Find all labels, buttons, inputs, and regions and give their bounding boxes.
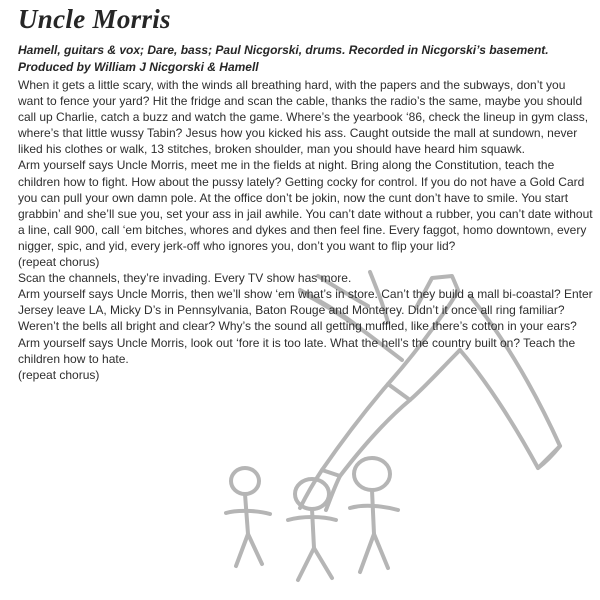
- song-lyrics: [18, 77, 593, 383]
- stick-figure: [288, 479, 336, 580]
- credits-line: Produced by William J Nicgorski & Hamell: [18, 60, 259, 74]
- lyrics-verse: When it gets a little scary, with the winds all breathing hard, with the papers and the subways, don’t you want to fence your yard? Hit the fridge and scan the cable, thanks the radio’s the same, maybe you should call up Charlie, catch a buzz and watch the game. Where’s the yearbook ‘86, check the lineup in gym class, where’s that little wussy Tabin? Jesus how you kicked his ass. Caught outside the mall at sundown, never liked his clothes or walk, 13 stitches, broken shoulder, man you should have heard him squawk.: [18, 78, 589, 157]
- lyrics-verse: Arm yourself says Uncle Morris, then we’ll show ‘em what’s in store. Can’t they build a mall bi-coastal? Enter Jersey leave LA, Micky D’s in Pennsylvania, Baton Rouge and Monterey. Didn’t it once all ring familiar? Weren’t the bells all bright and clear? Why’s the sound all getting muffled, like there’s cotton in your ears? Arm yourself says Uncle Morris, look out ‘fore it is too late. What the hell’s the country built on? Teach the children how to hate.: [18, 287, 593, 366]
- stick-figure: [350, 458, 398, 572]
- stick-figure: [226, 468, 270, 566]
- song-title: Uncle Morris: [18, 4, 171, 34]
- song-credits: [18, 42, 590, 76]
- lyrics-repeat-note: (repeat chorus): [18, 367, 100, 382]
- lyrics-repeat-note: (repeat chorus): [18, 255, 100, 270]
- credits-line: Hamell, guitars & vox; Dare, bass; Paul Nicgorski, drums. Recorded in Nicgorski’s basement.: [18, 43, 549, 57]
- lyrics-line: Scan the channels, they’re invading. Every TV show has more.: [18, 271, 352, 286]
- lyrics-chorus: Arm yourself says Uncle Morris, meet me in the fields at night. Bring along the Constitution, teach the children how to fight. How about the pussy lately? Getting cocky for control. If you do not have a Gold Card you can pull your own damn pole. At the office don’t be jokin, now the cunt don’t have to smile. You start grabbin’ and she’ll sue you, set your ass in jail awhile. You can’t date without a rubber, you can’t date without a line, call 900, call ‘em bitches, whores and dykes and then feel fine. Every faggot, homo downtown, every nigger, spic, and yid, every jerk-off who ignores you, don’t you want to flip your lid?: [18, 158, 593, 253]
